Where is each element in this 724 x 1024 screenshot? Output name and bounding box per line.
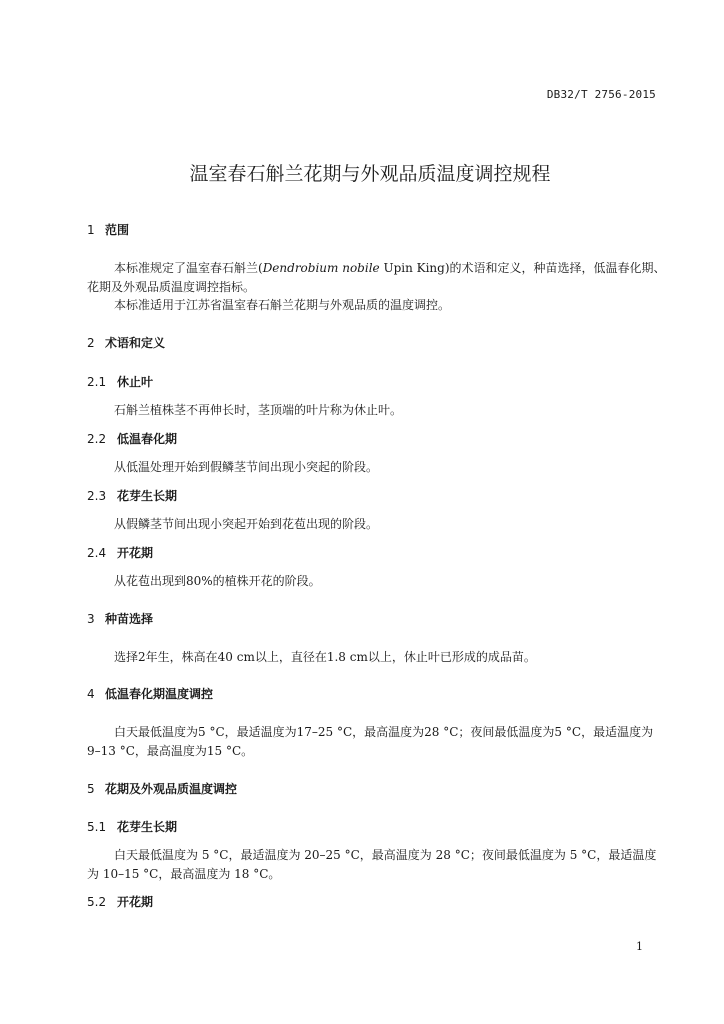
term-2-4-heading (87, 544, 153, 561)
bud-growth-temp-line-1: 白天最低温度为 5 °C，最适温度为 20–25 °C，最高温度为 28 °C；夜间最低温度为 5 °C，最适温度 (114, 848, 657, 862)
subsection-5-1-heading (87, 818, 177, 835)
bud-growth-temp-line-2: 为 10–15 °C，最高温度为 18 °C。 (87, 867, 281, 881)
text-span: 本标准规定了温室春石斛兰( (114, 261, 263, 275)
seedling-selection-text: 选择2年生，株高在40 cm以上，直径在1.8 cm以上，休止叶已形成的成品苗。 (114, 650, 536, 664)
term-2-4-definition: 从花苞出现到80%的植株开花的阶段。 (114, 574, 321, 588)
subsection-5-2-heading (87, 893, 153, 910)
subsection-number: 2.3 (87, 489, 107, 503)
term-2-2-heading (87, 430, 177, 447)
section-title: 种苗选择 (105, 612, 154, 626)
document-number: DB32/T 2756-2015 (546, 88, 656, 101)
subsection-number: 2.4 (87, 546, 107, 560)
scope-paragraph-line-2: 花期及外观品质温度调控指标。 (87, 280, 256, 294)
section-number: 3 (87, 612, 95, 626)
scope-paragraph-line-1 (114, 259, 666, 276)
term-2-1-heading (87, 373, 153, 390)
page-number: 1 (636, 940, 643, 953)
section-1-heading (87, 221, 129, 238)
subsection-title: 开花期 (117, 546, 154, 560)
subsection-number: 2.1 (87, 375, 107, 389)
section-number: 2 (87, 336, 95, 350)
section-title: 术语和定义 (105, 336, 166, 350)
section-title: 范围 (105, 223, 130, 237)
subsection-number: 2.2 (87, 432, 107, 446)
section-number: 5 (87, 782, 95, 796)
subsection-title: 花芽生长期 (117, 489, 178, 503)
section-5-heading (87, 780, 237, 797)
term-2-1-definition: 石斛兰植株茎不再伸长时，茎顶端的叶片称为休止叶。 (114, 403, 403, 417)
subsection-title: 低温春化期 (117, 432, 178, 446)
subsection-number: 5.1 (87, 820, 107, 834)
subsection-number: 5.2 (87, 895, 107, 909)
section-title: 花期及外观品质温度调控 (105, 782, 238, 796)
section-title: 低温春化期温度调控 (105, 687, 214, 701)
species-name: Dendrobium nobile (262, 261, 380, 275)
section-number: 4 (87, 687, 95, 701)
vernalization-temp-line-2: 9–13 °C，最高温度为15 °C。 (87, 744, 254, 758)
subsection-title: 花芽生长期 (117, 820, 178, 834)
term-2-2-definition: 从低温处理开始到假鳞茎节间出现小突起的阶段。 (114, 460, 379, 474)
term-2-3-definition: 从假鳞茎节间出现小突起开始到花苞出现的阶段。 (114, 517, 379, 531)
text-span: Upin King)的术语和定义，种苗选择，低温春化期、 (379, 261, 666, 275)
section-3-heading (87, 610, 153, 627)
section-number: 1 (87, 223, 95, 237)
page-title: 温室春石斛兰花期与外观品质温度调控规程 (189, 163, 551, 185)
subsection-title: 开花期 (117, 895, 154, 909)
term-2-3-heading (87, 487, 177, 504)
section-2-heading (87, 334, 165, 351)
section-4-heading (87, 685, 213, 702)
subsection-title: 休止叶 (117, 375, 154, 389)
vernalization-temp-line-1: 白天最低温度为5 °C，最适温度为17–25 °C，最高温度为28 °C；夜间最低温度为5 °C，最适温度为 (114, 725, 654, 739)
scope-paragraph-2: 本标准适用于江苏省温室春石斛兰花期与外观品质的温度调控。 (114, 298, 451, 312)
